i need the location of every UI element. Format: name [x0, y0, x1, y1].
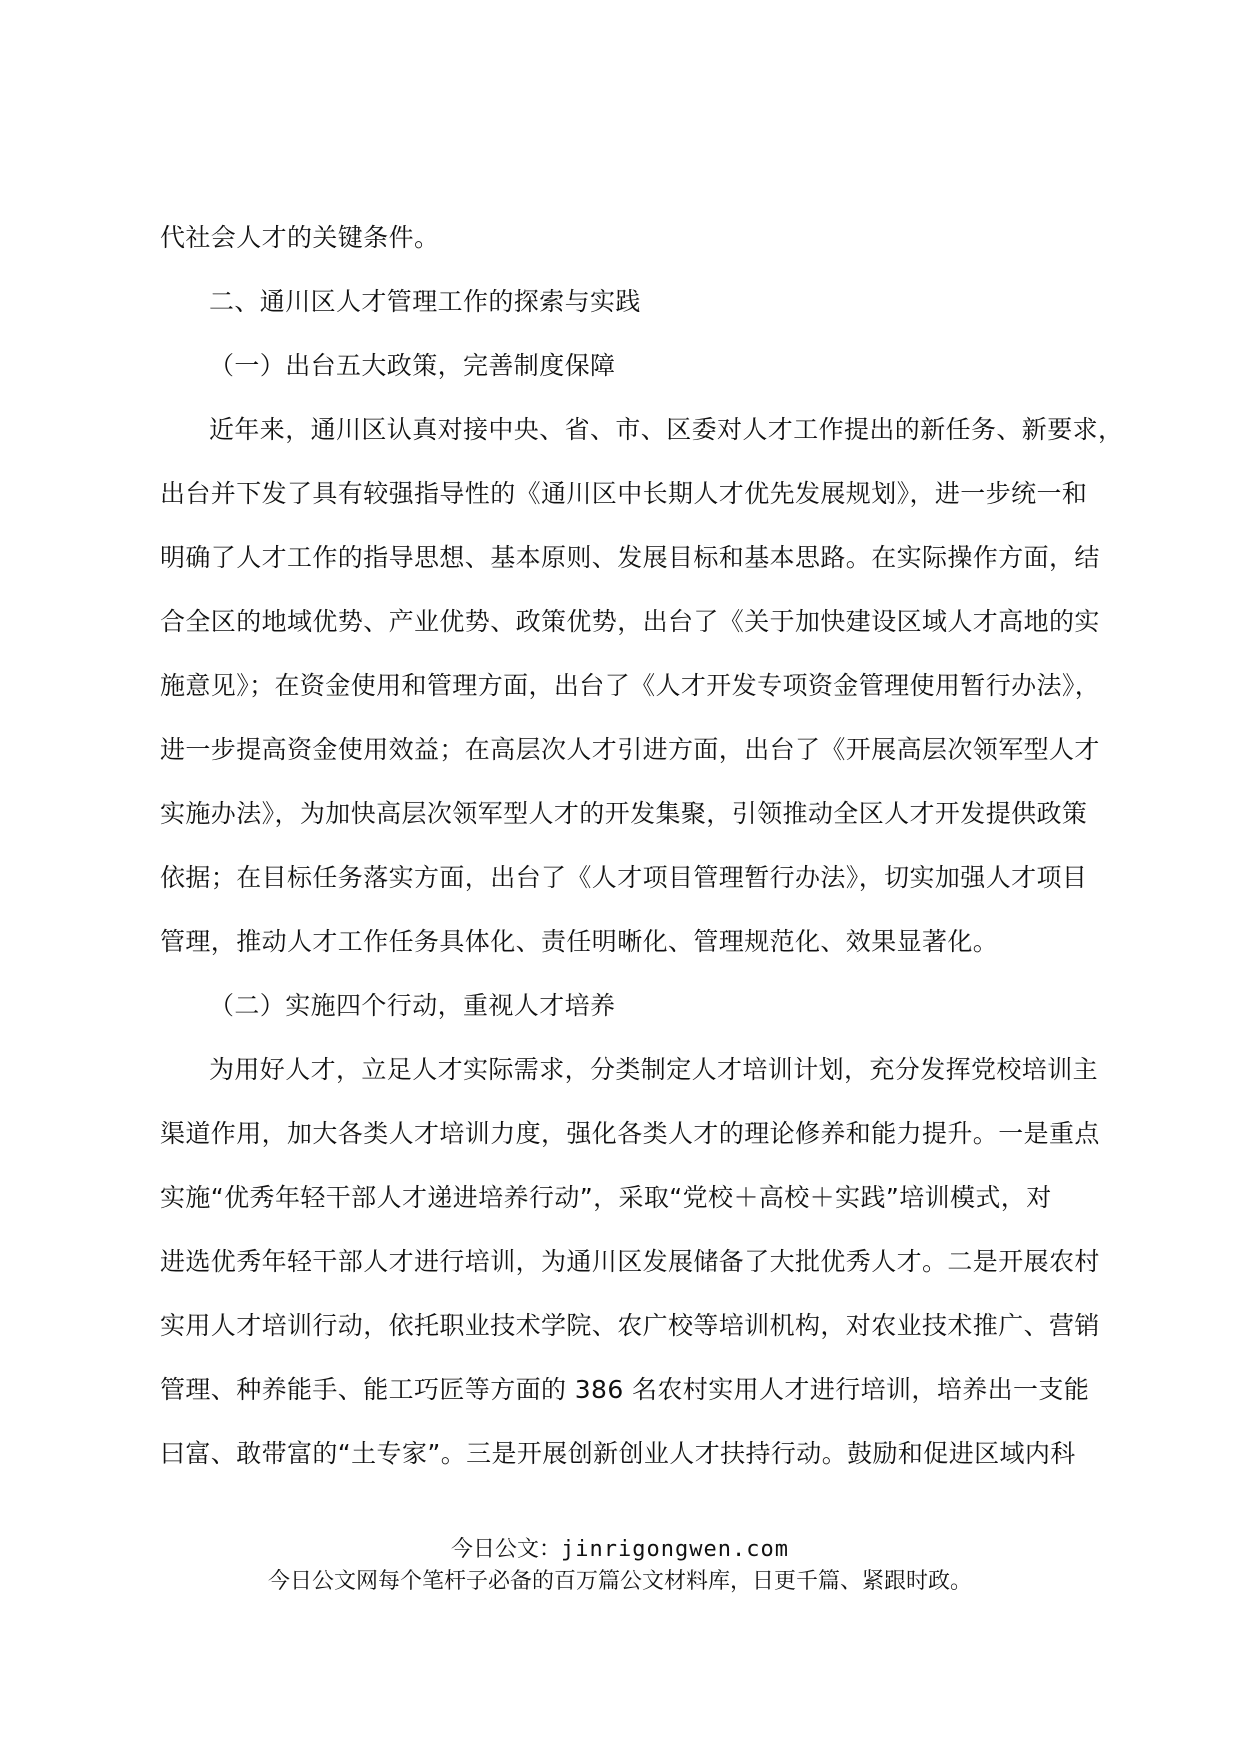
- section-heading: 二、通川区人才管理工作的探索与实践: [209, 287, 641, 316]
- paragraph-line: 代社会人才的关键条件。: [160, 223, 440, 252]
- paragraph-line: 明确了人才工作的指导思想、基本原则、发展目标和基本思路。在实际操作方面，结: [160, 543, 1100, 572]
- paragraph-line: 实施“优秀年轻干部人才递进培养行动”，采取“党校＋高校＋实践”培训模式，对: [160, 1183, 1052, 1212]
- paragraph-line: 出台并下发了具有较强指导性的《通川区中长期人才优先发展规划》，进一步统一和: [160, 479, 1088, 508]
- subsection-heading: （二）实施四个行动，重视人才培养: [209, 991, 616, 1020]
- paragraph-line: 管理，推动人才工作任务具体化、责任明晰化、管理规范化、效果显著化。: [160, 927, 999, 956]
- subsection-heading: （一）出台五大政策，完善制度保障: [209, 351, 616, 380]
- footer-slogan: 今日公文网每个笔杆子必备的百万篇公文材料库，日更千篇、紧跟时政。: [267, 1569, 972, 1594]
- paragraph-line: 实用人才培训行动，依托职业技术学院、农广校等培训机构，对农业技术推广、营销: [160, 1311, 1100, 1340]
- paragraph-line: 为用好人才，立足人才实际需求，分类制定人才培训计划，充分发挥党校培训主: [209, 1055, 1099, 1084]
- footer-site: [0, 1536, 1240, 1564]
- paragraph-line: 近年来，通川区认真对接中央、省、市、区委对人才工作提出的新任务、新要求，: [209, 415, 1124, 444]
- paragraph-line: 进一步提高资金使用效益；在高层次人才引进方面，出台了《开展高层次领军型人才: [160, 735, 1100, 764]
- paragraph-line: 管理、种养能手、能工巧匠等方面的 386 名农村实用人才进行培训，培养出一支能: [160, 1375, 1090, 1404]
- paragraph-line: 渠道作用，加大各类人才培训力度，强化各类人才的理论修养和能力提升。一是重点: [160, 1119, 1100, 1148]
- paragraph-line: 曰富、敢带富的“土专家”。三是开展创新创业人才扶持行动。鼓励和促进区域内科: [160, 1439, 1076, 1468]
- footer-site-label: 今日公文：: [451, 1537, 562, 1562]
- paragraph-line: 施意见》；在资金使用和管理方面，出台了《人才开发专项资金管理使用暂行办法》，: [160, 671, 1101, 700]
- paragraph-line: 合全区的地域优势、产业优势、政策优势，出台了《关于加快建设区域人才高地的实: [160, 607, 1100, 636]
- paragraph-line: 依据；在目标任务落实方面，出台了《人才项目管理暂行办法》，切实加强人才项目: [160, 863, 1088, 892]
- footer-site-url[interactable]: jinrigongwen.com: [561, 1537, 789, 1562]
- paragraph-line: 进选优秀年轻干部人才进行培训，为通川区发展储备了大批优秀人才。二是开展农村: [160, 1247, 1100, 1276]
- paragraph-line: 实施办法》，为加快高层次领军型人才的开发集聚，引领推动全区人才开发提供政策: [160, 799, 1088, 828]
